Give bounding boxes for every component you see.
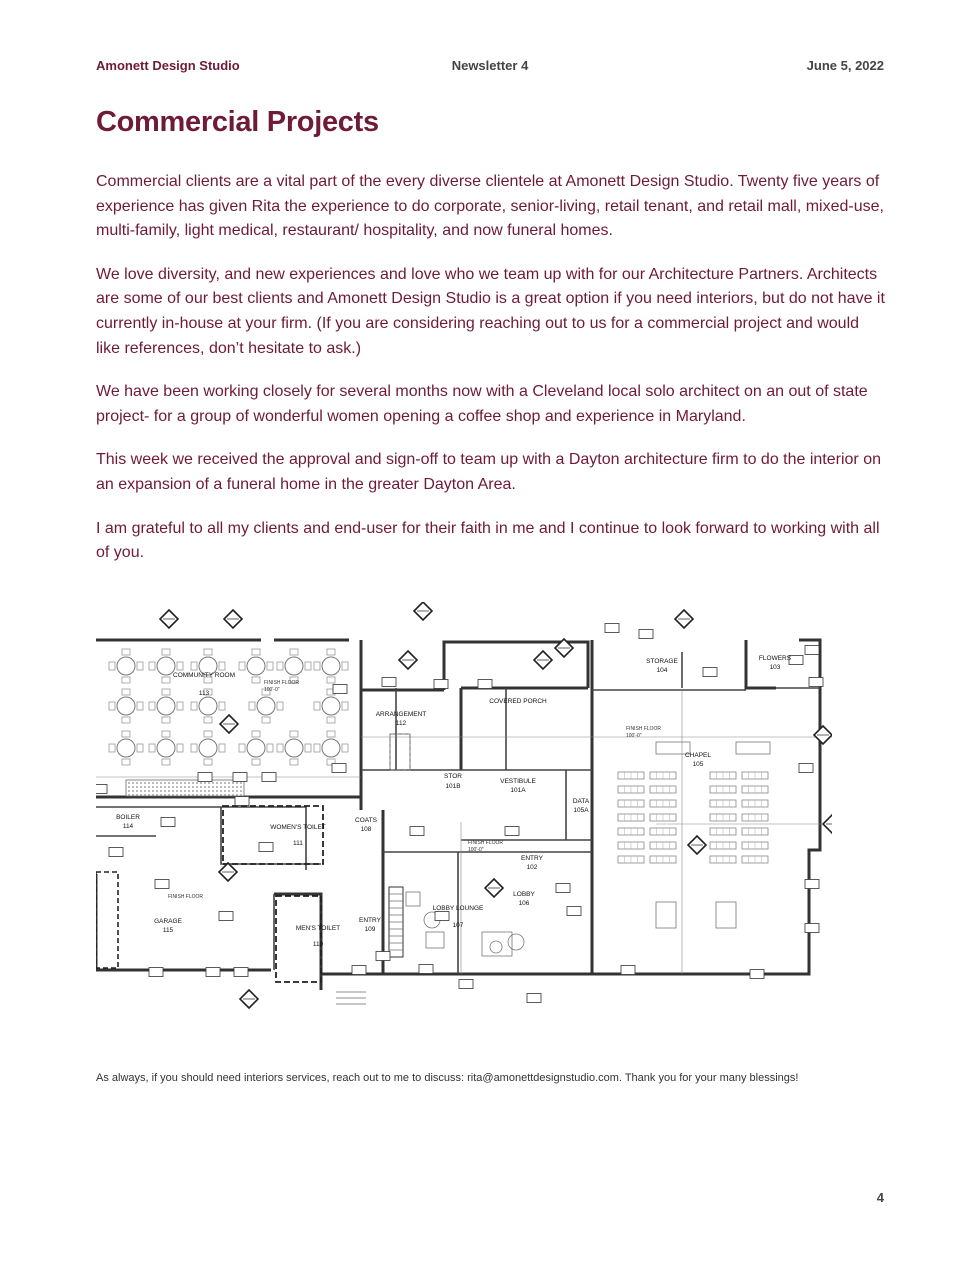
womens-toilet-outline — [223, 806, 323, 864]
room-mens: MEN'S TOILET — [295, 925, 341, 932]
room-community: COMMUNITY ROOM — [173, 672, 235, 679]
room-boiler-number: 114 — [122, 823, 134, 830]
room-coats: COATS — [355, 817, 377, 824]
room-womens: WOMEN'S TOILET — [270, 824, 326, 831]
room-entry-2-number: 109 — [364, 926, 376, 933]
paragraph: We have been working closely for several months now with a Cleveland local solo architect on an out of state project- for a group of wonderful women opening a coffee shop and experience in Maryland. — [96, 383, 868, 425]
room-womens-number: 111 — [293, 840, 303, 847]
room-covered-porch: COVERED PORCH — [489, 698, 547, 705]
section-markers — [160, 602, 832, 1008]
paragraph: This week we received the approval and sign-off to team up with a Dayton architecture firm to do the interior on an expansion of a funeral home in the greater Dayton Area. — [96, 451, 881, 493]
room-entry-1-number: 102 — [526, 864, 538, 871]
paragraph: Commercial clients are a vital part of the every diverse clientele at Amonett Design Studio. Twenty five years of experience has given Rita the experience to do corporate, senior-living, retail tenant, and retail mall, mixed-use, multi-family, light medical, restaurant/ hospitality, and now funeral homes. — [96, 173, 884, 240]
room-data: DATA — [572, 798, 590, 805]
finish-floor-value: 100'-0" — [468, 847, 484, 853]
room-storage: STORAGE — [646, 658, 678, 665]
room-lobby-lounge: LOBBY LOUNGE — [432, 905, 484, 912]
lobby-furniture — [406, 892, 524, 956]
header-date: June 5, 2022 — [806, 58, 884, 73]
room-flowers: FLOWERS — [758, 655, 792, 662]
paragraph: I am grateful to all my clients and end-user for their faith in me and I continue to look forward to working with all of you. — [96, 519, 880, 562]
article-body — [96, 170, 886, 585]
room-vestibule-number: 101A — [510, 787, 526, 794]
room-garage-number: 115 — [162, 927, 174, 934]
room-vestibule: VESTIBULE — [500, 778, 536, 785]
finish-floor-label: FINISH FLOOR — [168, 894, 204, 900]
room-mens-number: 110 — [312, 941, 324, 948]
room-arrangement-number: 112 — [395, 720, 407, 727]
header-studio-name: Amonett Design Studio — [96, 58, 240, 73]
chapel-pews — [618, 742, 770, 928]
room-stor-number: 101B — [445, 783, 461, 790]
mens-toilet-outline — [276, 896, 321, 982]
room-lobby: LOBBY — [513, 891, 535, 898]
floor-plan-drawing — [96, 602, 832, 1014]
header-newsletter-issue: Newsletter 4 — [451, 58, 529, 73]
room-garage: GARAGE — [154, 918, 182, 925]
room-data-number: 105A — [573, 807, 589, 814]
room-arrangement: ARRANGEMENT — [375, 711, 427, 718]
room-stor: STOR — [444, 773, 462, 780]
callout-tags — [96, 624, 823, 1003]
room-boiler: BOILER — [116, 814, 140, 821]
room-flowers-number: 103 — [769, 664, 781, 671]
finish-floor-label: FINISH FLOOR — [468, 840, 504, 846]
paragraph: We love diversity, and new experiences and love who we team up with for our Architecture Partners. Architects are some of our best clients and Amonett Design Studio is a great option if you need interiors, but do not have it currently in-house at your firm. (If you are considering reaching out to us for a commercial project and would like references, don’t hesitate to ask.) — [96, 265, 885, 357]
room-chapel-number: 105 — [692, 761, 704, 768]
room-storage-number: 104 — [656, 667, 668, 674]
room-entry-1: ENTRY — [521, 855, 543, 862]
page-title: Commercial Projects — [96, 106, 379, 138]
finish-floor-value: 100'-0" — [626, 733, 642, 739]
finish-floor-value: 100'-0" — [264, 687, 280, 693]
community-room-tables — [109, 649, 348, 765]
page-number: 4 — [876, 1190, 884, 1205]
stair — [336, 887, 403, 1004]
finish-floor-label: FINISH FLOOR — [626, 726, 662, 732]
room-lobby-lounge-number: 107 — [452, 922, 464, 929]
contact-note: As always, if you should need interiors services, reach out to me to discuss: rita@amonettdesignstudio.com. Thank you for your many blessings! — [96, 1072, 799, 1084]
room-chapel: CHAPEL — [684, 752, 712, 759]
room-community-number: 113 — [198, 690, 210, 697]
room-coats-number: 108 — [360, 826, 372, 833]
room-lobby-number: 106 — [518, 900, 530, 907]
finish-floor-label: FINISH FLOOR — [264, 680, 300, 686]
room-entry-2: ENTRY — [359, 917, 381, 924]
